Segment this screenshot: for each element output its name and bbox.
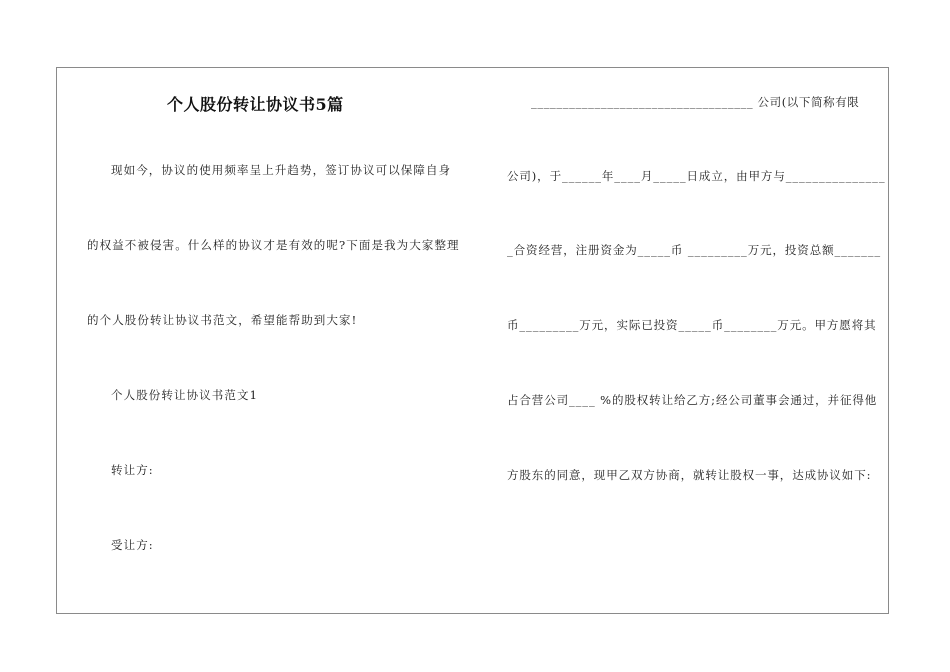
left-paragraph-line: 现如今，协议的使用频率呈上升趋势，签订协议可以保障自身 [111, 163, 452, 177]
document-title: 个人股份转让协议书5篇 [167, 95, 344, 114]
right-paragraph-line: 方股东的同意，现甲乙双方协商，就转让股权一事，达成协议如下: [507, 468, 872, 482]
right-paragraph-line: _合资经营，注册资金为_____币 _________万元，投资总额_______ [507, 243, 882, 257]
transferee-label: 受让方: [111, 538, 154, 552]
right-paragraph-line: 占合营公司____ %的股权转让给乙方;经公司董事会通过，并征得他 [507, 393, 878, 407]
left-paragraph-line: 的权益不被侵害。什么样的协议才是有效的呢?下面是我为大家整理 [87, 238, 460, 252]
section-heading: 个人股份转让协议书范文1 [111, 388, 259, 402]
right-paragraph-line: 公司)，于______年____月_____日成立，由甲方与_______________ [507, 169, 886, 183]
right-paragraph-line: ___________________________________ 公司(以下简称有限 [531, 95, 860, 109]
document-page [56, 67, 889, 614]
left-paragraph-line: 的个人股份转让协议书范文，希望能帮助到大家! [87, 313, 358, 327]
transferor-label: 转让方: [111, 463, 154, 477]
right-paragraph-line: 币_________万元，实际已投资_____币________万元。甲方愿将其 [507, 318, 877, 332]
